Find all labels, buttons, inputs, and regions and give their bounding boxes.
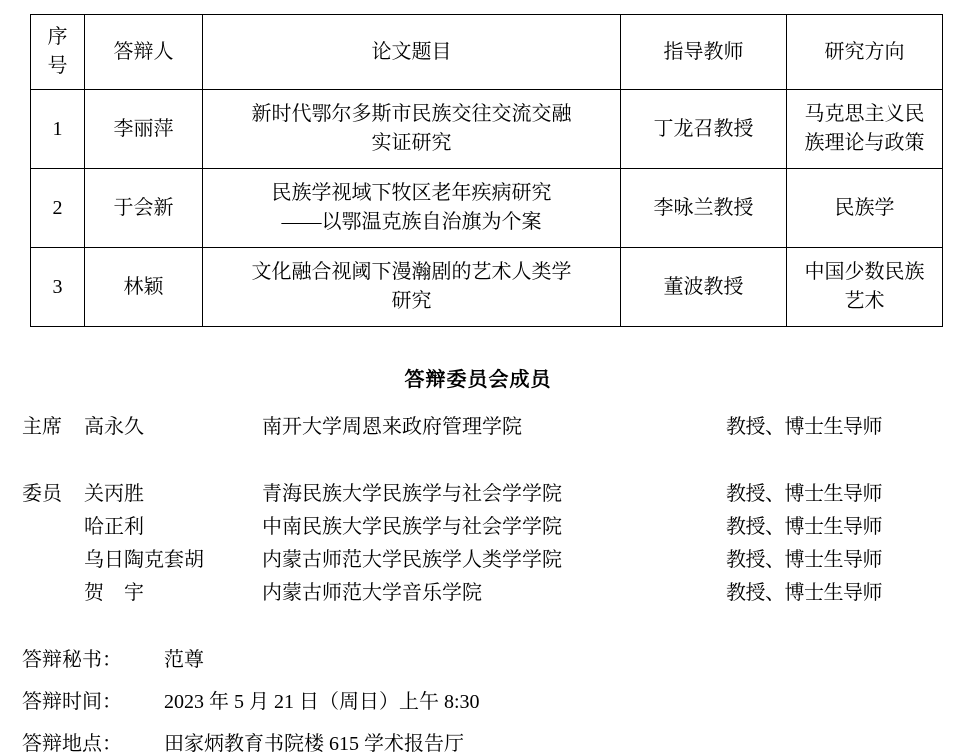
committee-list (22, 410, 934, 605)
cell-title-line2: 实证研究 (371, 132, 452, 154)
table-header-row (31, 15, 943, 90)
committee-member-name: 哈正利 (84, 516, 144, 538)
committee-member-org: 内蒙古师范大学民族学人类学学院 (262, 549, 562, 571)
committee-member-rank: 教授、博士生导师 (726, 549, 882, 571)
committee-member-org: 青海民族大学民族学与社会学学院 (262, 483, 562, 505)
time-value: 2023 年 5 月 21 日（周日）上午 8:30 (164, 691, 480, 713)
cell-field-line2: 艺术 (844, 290, 885, 312)
committee-member-name: 关丙胜 (84, 483, 144, 505)
committee-member-org: 内蒙古师范大学音乐学院 (262, 582, 482, 604)
place-label: 答辩地点： (22, 733, 122, 755)
committee-member-row (22, 576, 934, 605)
table-row (31, 169, 943, 248)
cell-title (203, 248, 621, 327)
committee-chair-rank: 教授、博士生导师 (726, 416, 882, 438)
column-header-tutor: 指导教师 (621, 15, 787, 90)
column-header-name: 答辩人 (85, 15, 203, 90)
defense-details (22, 643, 934, 756)
time-label: 答辩时间： (22, 691, 122, 713)
cell-field-line2: 族理论与政策 (804, 132, 925, 154)
committee-members-role: 委员 (22, 483, 62, 505)
cell-field-line1: 马克思主义民 (804, 103, 925, 125)
cell-title-line2: 研究 (391, 290, 432, 312)
committee-member-name: 乌日陶克套胡 (84, 549, 204, 571)
cell-seq: 1 (31, 90, 85, 169)
committee-chair-row (22, 410, 934, 439)
cell-name: 林颖 (85, 248, 203, 327)
table-row (31, 90, 943, 169)
cell-title (203, 90, 621, 169)
committee-member-row (22, 543, 934, 572)
cell-title-line1: 新时代鄂尔多斯市民族交往交流交融 (251, 103, 572, 125)
defense-table (30, 14, 943, 327)
place-value: 田家炳教育书院楼 615 学术报告厅 (164, 733, 464, 755)
cell-tutor: 李咏兰教授 (621, 169, 787, 248)
cell-field (787, 248, 943, 327)
cell-tutor: 丁龙召教授 (621, 90, 787, 169)
committee-member-name: 贺 宇 (84, 582, 144, 604)
column-header-seq (31, 15, 85, 90)
cell-title (203, 169, 621, 248)
cell-field-line1: 中国少数民族 (804, 261, 925, 283)
cell-tutor: 董波教授 (621, 248, 787, 327)
column-header-seq-line2: 号 (47, 55, 68, 77)
committee-member-rank: 教授、博士生导师 (726, 582, 882, 604)
column-header-field: 研究方向 (787, 15, 943, 90)
cell-name: 于会新 (85, 169, 203, 248)
cell-seq: 2 (31, 169, 85, 248)
committee-member-rank: 教授、博士生导师 (726, 483, 882, 505)
cell-name: 李丽萍 (85, 90, 203, 169)
committee-section-title: 答辩委员会成员 (404, 369, 552, 391)
cell-field: 民族学 (787, 169, 943, 248)
column-header-title: 论文题目 (203, 15, 621, 90)
committee-chair-name: 高永久 (84, 416, 144, 438)
column-header-seq-line1: 序 (47, 26, 68, 48)
table-row (31, 248, 943, 327)
cell-title-line2: ——以鄂温克族自治旗为个案 (281, 211, 542, 233)
cell-seq: 3 (31, 248, 85, 327)
committee-spacer (22, 443, 934, 477)
committee-member-row (22, 477, 934, 506)
secretary-label: 答辩秘书： (22, 649, 122, 671)
cell-title-line1: 民族学视域下牧区老年疾病研究 (271, 182, 552, 204)
cell-field (787, 90, 943, 169)
secretary-value: 范尊 (164, 649, 204, 671)
committee-chair-org: 南开大学周恩来政府管理学院 (262, 416, 522, 438)
committee-member-org: 中南民族大学民族学与社会学学院 (262, 516, 562, 538)
committee-chair-role: 主席 (22, 416, 62, 438)
place-row (22, 727, 934, 756)
committee-member-rank: 教授、博士生导师 (726, 516, 882, 538)
secretary-row (22, 643, 934, 672)
cell-title-line1: 文化融合视阈下漫瀚剧的艺术人类学 (251, 261, 572, 283)
committee-member-row (22, 510, 934, 539)
